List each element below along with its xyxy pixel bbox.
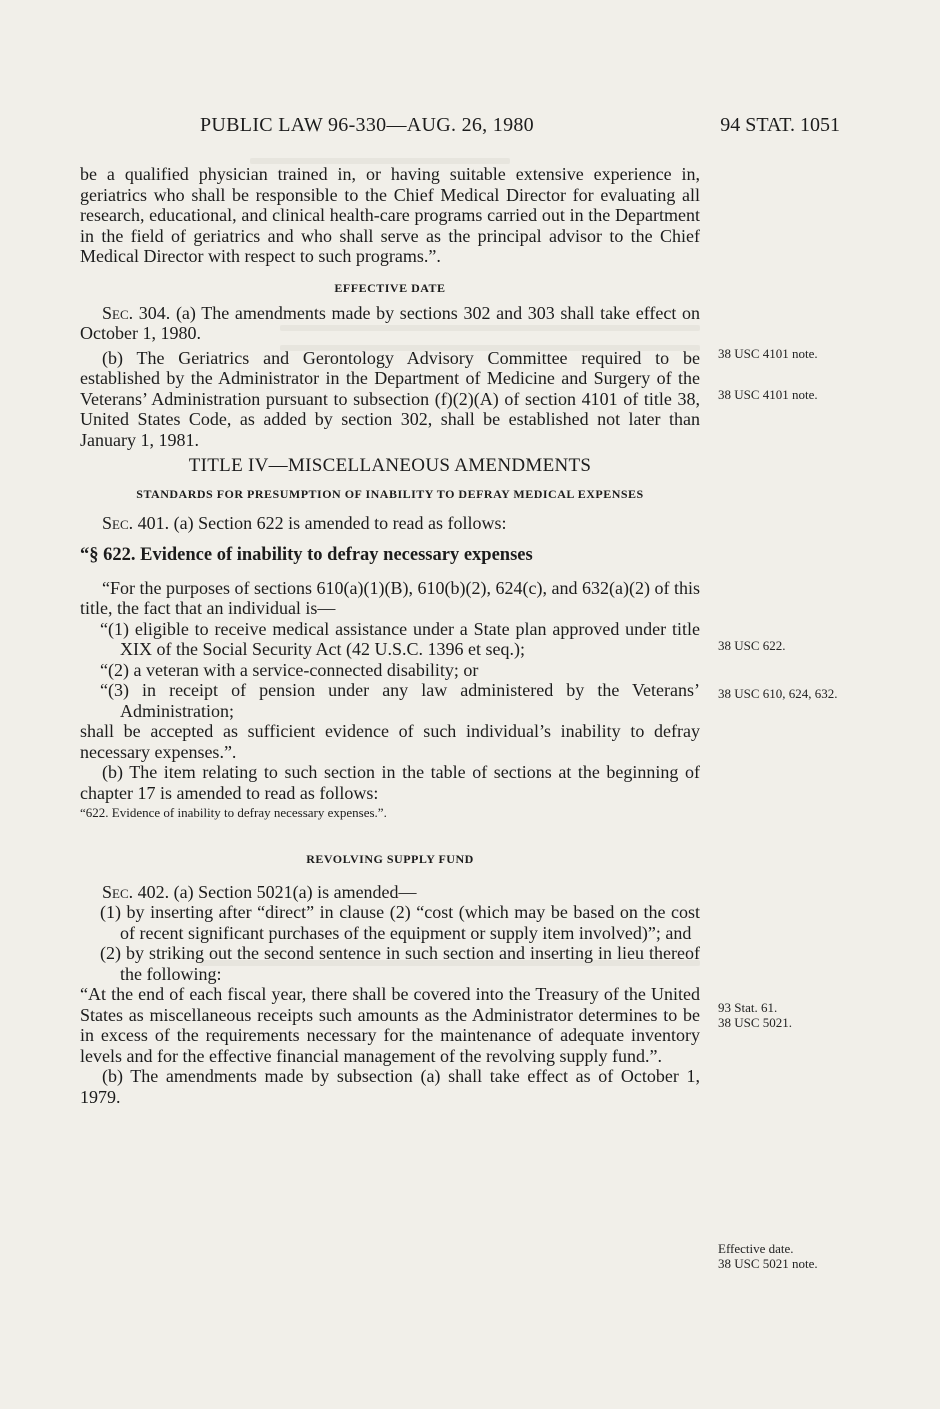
- list-item-402-2: (2) by striking out the second sentence in such section and inserting in lieu thereof the following:: [100, 943, 700, 984]
- header-title: PUBLIC LAW 96-330—AUG. 26, 1980: [200, 114, 534, 136]
- paragraph-continuation: be a qualified physician trained in, or having suitable extensive experience in, geriatrics who shall be responsible to the Chief Medical Director for evaluating all research, educational, and clinical health-care programs carried out in the Department in the field of geriatrics and who shall serve as the principal advisor to the Chief Medical Director with respect to such programs.”.: [80, 164, 700, 266]
- margin-note-38-usc-622: 38 USC 622.: [718, 638, 786, 653]
- heading-standards: STANDARDS FOR PRESUMPTION OF INABILITY TO DEFRAY MEDICAL EXPENSES: [136, 486, 644, 501]
- margin-note-effective-date-line: Effective date.: [718, 1241, 794, 1256]
- margin-note-38-usc-5021: 38 USC 5021.: [718, 1015, 793, 1030]
- list-item-3: “(3) in receipt of pension under any law administered by the Veterans’ Administration;: [100, 680, 700, 721]
- margin-note-38-usc-610: 38 USC 610, 624, 632.: [718, 686, 838, 701]
- sec-401-a-text: 401. (a) Section 622 is amended to read as follows:: [133, 512, 507, 533]
- list-item-1: “(1) eligible to receive medical assistance under a State plan approved under title XIX of the Social Security Act (42 U.S.C. 1396 et seq.);: [100, 618, 700, 659]
- paragraph-sec-401-a: [80, 513, 700, 534]
- sec-402-a-text: 402. (a) Section 5021(a) is amended—: [133, 881, 417, 902]
- paragraph-for-purposes: “For the purposes of sections 610(a)(1)(B), 610(b)(2), 624(c), and 632(a)(2) of this title, the fact that an individual is—: [80, 577, 700, 618]
- paragraph-sec-304-a: [80, 303, 700, 344]
- paragraph-sec-304-b: (b) The Geriatrics and Gerontology Advisory Committee required to be established by the Administrator in the Department of Medicine and Surgery of the Veterans’ Administration pursuant to subsection (f)(2)(A) of section 4101 of title 38, United States Code, as added by section 302, shall be established not later than January 1, 1981.: [80, 347, 700, 450]
- body-text: [80, 164, 700, 1107]
- paragraph-sec-402-a: [80, 882, 700, 903]
- heading-revolving-supply-fund: REVOLVING SUPPLY FUND: [306, 851, 474, 866]
- sec-label: Sec.: [102, 881, 134, 902]
- paragraph-at-the-end: “At the end of each fiscal year, there shall be covered into the Treasury of the United States as miscellaneous receipts such amounts as the Administrator determines to be in excess of the requirements necessary for the maintenance of adequate inventory levels and for the effective financial management of the revolving supply fund.”.: [80, 984, 700, 1066]
- margin-note-93-stat: [718, 1000, 838, 1030]
- paragraph-sec-402-b: (b) The amendments made by subsection (a) shall take effect as of October 1, 1979.: [80, 1066, 700, 1107]
- list-item-2: “(2) a veteran with a service-connected disability; or: [100, 659, 479, 680]
- margin-note-effective-date: [718, 1241, 838, 1271]
- header-stat-page: 94 STAT. 1051: [720, 114, 840, 136]
- page-header: [80, 114, 840, 144]
- sec-label: Sec.: [102, 512, 134, 533]
- heading-title-iv: TITLE IV—MISCELLANEOUS AMENDMENTS: [188, 455, 592, 476]
- paragraph-shall-be-accepted: shall be accepted as sufficient evidence of such individual’s inability to defray necessary expenses.”.: [80, 721, 700, 762]
- heading-section-622: “§ 622. Evidence of inability to defray necessary expenses: [80, 545, 533, 565]
- margin-note-93-stat-line: 93 Stat. 61.: [718, 1000, 778, 1015]
- heading-effective-date: EFFECTIVE DATE: [334, 280, 446, 295]
- list-item-402-1: (1) by inserting after “direct” in clause (2) “cost (which may be based on the cost of recent significant purchases of the equipment or supply item involved)”; and: [100, 902, 700, 943]
- margin-note-38-usc-4101-b: 38 USC 4101 note.: [718, 387, 818, 402]
- paragraph-sec-401-b: (b) The item relating to such section in the table of sections at the beginning of chapter 17 is amended to read as follows:: [80, 762, 700, 803]
- margin-note-38-usc-5021-note: 38 USC 5021 note.: [718, 1256, 818, 1271]
- sec-304-a-text: 304. (a) The amendments made by sections 302 and 303 shall take effect on October 1, 1980.: [80, 302, 700, 343]
- table-of-sections-entry: “622. Evidence of inability to defray necessary expenses.”.: [80, 805, 387, 820]
- margin-note-38-usc-4101-a: 38 USC 4101 note.: [718, 346, 818, 361]
- sec-label: Sec.: [102, 302, 134, 323]
